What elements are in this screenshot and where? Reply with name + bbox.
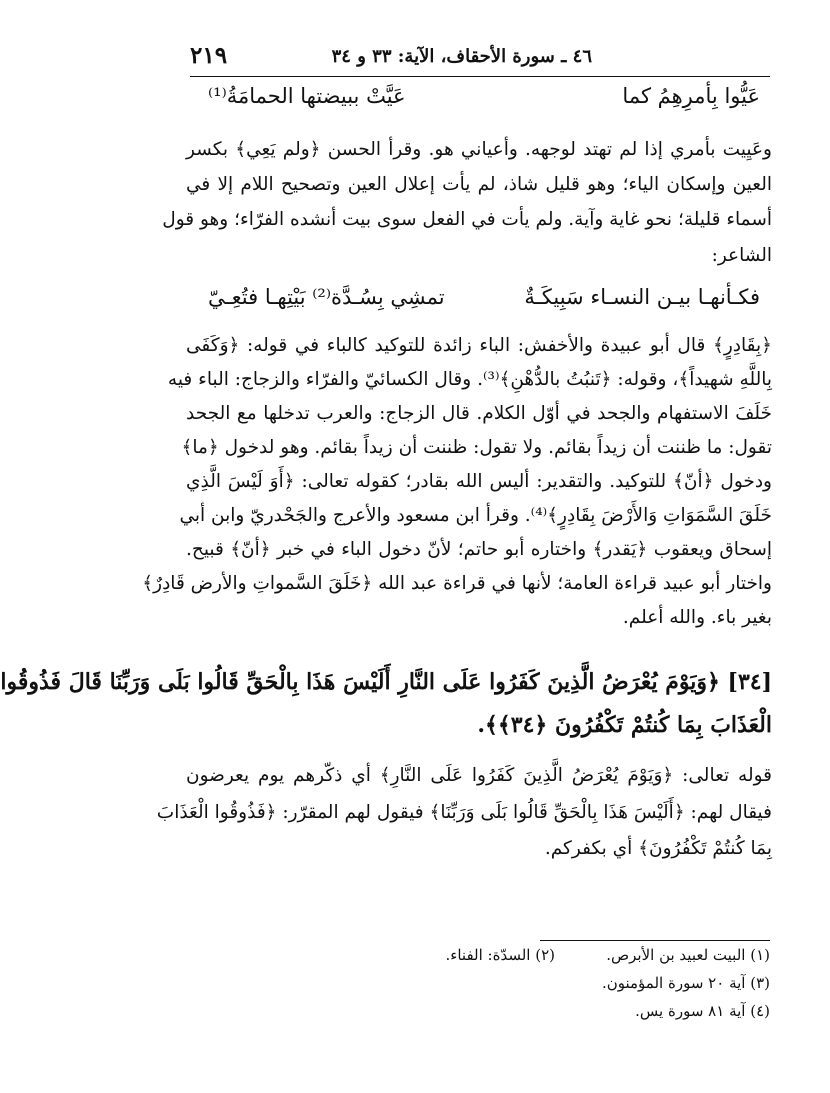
footnote-1: (١) البيت لعبيد بن الأبرص. <box>606 946 770 964</box>
body-line: وعَيِيت بأمري إذا لم تهتد لوجهه. وأعياني هو. وقرأ الحسن ﴿ولم يَعِي﴾ بكسر <box>186 139 772 160</box>
body-line: بِاللَّهِ شهيداً﴾، وقوله: ﴿تَنبُتُ بالدُّهْنِ﴾⁽³⁾. وقال الكسائيّ والفرّاء والزجاج: الباء فيه <box>167 369 772 390</box>
body-line: بِمَا كُنتُمْ تَكْفُرُونَ﴾ أي بكفركم. <box>544 838 772 859</box>
body-line: خَلَفَ الاستفهام والجحد في أوّل الكلام. قال الزجاج: والعرب تدخلها مع الجحد <box>186 403 772 424</box>
verse-2-second-hemistich: تمشِي بِسُـدَّة⁽²⁾ بَيْتِهـا فتُعِـيّ <box>208 285 445 309</box>
body-line: ودخول ﴿أنّ﴾ للتوكيد. والتقدير: أليس الله بقادر؛ كقوله تعالى: ﴿أَوَ لَيْسَ الَّذِي <box>186 471 772 492</box>
body-line: خَلَقَ السَّمَوَاتِ وَالأَرْضَ بِقَادِرٍ﴾⁽⁴⁾. وقرأ ابن مسعود والأعرج والجَحْدريّ وابن أبي <box>179 505 772 526</box>
body-line: ﴿بِقَادِرٍ﴾ قال أبو عبيدة والأخفش: الباء زائدة للتوكيد كالباء في قوله: ﴿وَكَفَى <box>186 335 772 356</box>
body-line: إسحاق ويعقوب ﴿يَقدر﴾ واختاره أبو حاتم؛ لأنّ دخول الباء في خبر ﴿أنّ﴾ قبيح. <box>186 539 772 560</box>
body-line: تقول: ما ظننت أن زيداً بقائم. ولا تقول: ظننت أن زيداً بقائم. وهو لدخول ﴿ما﴾ <box>181 437 772 458</box>
page-header <box>190 42 770 77</box>
quran-verse-line: [٣٤] ﴿وَيَوْمَ يُعْرَضُ الَّذِينَ كَفَرُوا عَلَى النَّارِ أَلَيْسَ هَذَا بِالْحَقِّ قَالُوا بَلَى وَرَبِّنَا قَالَ فَذُوقُوا <box>0 669 772 695</box>
footnote-2: (٢) السدّة: الفناء. <box>445 946 555 964</box>
verse-2-first-hemistich: فكـأنهـا بيـن النسـاء سَبِيكَـةٌ <box>524 285 760 309</box>
poetry-verse-1 <box>208 84 760 112</box>
body-line: واختار أبو عبيد قراءة العامة؛ لأنها في قراءة عبد الله ﴿خَلَقَ السَّمواتِ والأرض قَادِرٌ﴾ <box>142 573 772 594</box>
poetry-verse-2 <box>208 285 760 313</box>
body-line: بغير باء. والله أعلم. <box>622 607 772 628</box>
footnote-divider <box>540 940 770 941</box>
running-title: ٤٦ ـ سورة الأحقاف، الآية: ٣٣ و ٣٤ <box>331 46 592 67</box>
body-line: أسماء قليلة؛ نحو غاية وآية. ولم يأت في الفعل سوى بيت أنشده الفرّاء؛ وهو قول <box>162 209 772 230</box>
footnote-4: (٤) آية ٨١ سورة يس. <box>635 1002 770 1020</box>
page-number: ٢١٩ <box>190 42 228 69</box>
body-line: قوله تعالى: ﴿وَيَوْمَ يُعْرَضُ الَّذِينَ كَفَرُوا عَلَى النَّارِ﴾ أي ذكّرهم يوم يعرضون <box>186 765 772 786</box>
verse-1-first-hemistich: عَيُّوا بِأمرِهِمُ كما <box>622 84 760 108</box>
body-line: فيقال لهم: ﴿أَلَيْسَ هَذَا بِالْحَقِّ قَالُوا بَلَى وَرَبِّنَا﴾ فيقول لهم المقرّر: ﴿فَذُوقُوا الْعَذَابَ <box>156 802 772 823</box>
verse-1-second-hemistich: عَيَّتْ ببيضتها الحمامَةُ⁽¹⁾ <box>208 84 406 108</box>
body-line: الشاعر: <box>711 245 772 266</box>
footnote-3: (٣) آية ٢٠ سورة المؤمنون. <box>601 974 770 992</box>
body-line: العين وإسكان الياء؛ وهو قليل شاذ، لم يأت إعلال العين وتصحيح اللام إلا في <box>186 174 772 195</box>
quran-verse-line: الْعَذَابَ بِمَا كُنتُمْ تَكْفُرُونَ ﴿٣٤﴾﴾. <box>477 712 772 738</box>
